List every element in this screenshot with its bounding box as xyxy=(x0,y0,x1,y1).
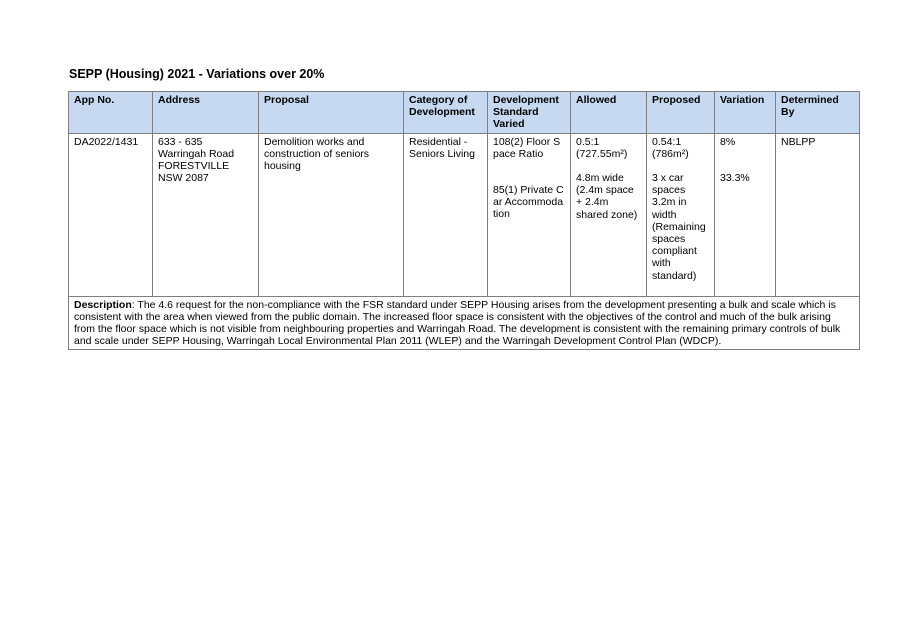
header-app-no: App No. xyxy=(69,92,153,134)
cell-proposal: Demolition works and construction of seniors housing xyxy=(259,133,404,296)
header-row xyxy=(69,92,860,134)
allowed-fsr-area: (727.55m²) xyxy=(576,147,628,160)
proposed-fsr-area: (786m²) xyxy=(652,147,689,160)
table-row xyxy=(69,133,860,296)
cell-determined-by: NBLPP xyxy=(776,133,860,296)
standard-fsr: 108(2) Floor Space Ratio xyxy=(493,135,561,160)
allowed-car: 4.8m wide (2.4m space + 2.4m shared zone) xyxy=(576,172,638,221)
address-line: Warringah Road xyxy=(158,147,235,160)
description-row xyxy=(69,296,860,350)
address-line: 633 - 635 xyxy=(158,135,203,148)
proposed-fsr-ratio: 0.54:1 xyxy=(652,135,682,148)
cell-category: Residential - Seniors Living xyxy=(404,133,488,296)
header-proposal: Proposal xyxy=(259,92,404,134)
header-proposed: Proposed xyxy=(647,92,715,134)
page-title: SEPP (Housing) 2021 - Variations over 20% xyxy=(69,67,325,81)
standard-car: 85(1) Private Car Accommodation xyxy=(493,184,564,221)
header-address: Address xyxy=(153,92,259,134)
cell-proposed xyxy=(647,133,715,296)
cell-allowed xyxy=(571,133,647,296)
variations-table xyxy=(68,91,860,350)
cell-standard xyxy=(488,133,571,296)
address-line: FORESTVILLE xyxy=(158,160,230,173)
header-standard: Development Standard Varied xyxy=(488,92,571,134)
description-label: Description xyxy=(74,298,132,311)
proposed-car: 3 x car spaces 3.2m in width (Remaining spaces compliant with standard) xyxy=(652,172,706,282)
address-line: NSW 2087 xyxy=(158,172,209,185)
variation-fsr: 8% xyxy=(720,135,736,148)
header-variation: Variation xyxy=(715,92,776,134)
cell-address xyxy=(153,133,259,296)
description-cell xyxy=(69,296,860,350)
allowed-fsr-ratio: 0.5:1 xyxy=(576,135,600,148)
header-allowed: Allowed xyxy=(571,92,647,134)
header-determined-by: Determined By xyxy=(776,92,860,134)
header-category: Category of Development xyxy=(404,92,488,134)
description-text: : The 4.6 request for the non-compliance with the FSR standard under SEPP Housing arises from the development presenting a bulk and scale which is consistent with the area when viewed from the public domain. The increased floor space is consistent with the objectives of the control and much of the bulk arising from the floor space which is not visible from neighbouring properties and Warringah Road. The development is consistent with the remaining primary controls of bulk and scale under SEPP Housing, Warringah Local Environmental Plan 2011 (WLEP) and the Warringah Development Control Plan (WDCP). xyxy=(74,298,841,348)
cell-variation xyxy=(715,133,776,296)
cell-app-no: DA2022/1431 xyxy=(69,133,153,296)
variation-car: 33.3% xyxy=(720,171,750,184)
